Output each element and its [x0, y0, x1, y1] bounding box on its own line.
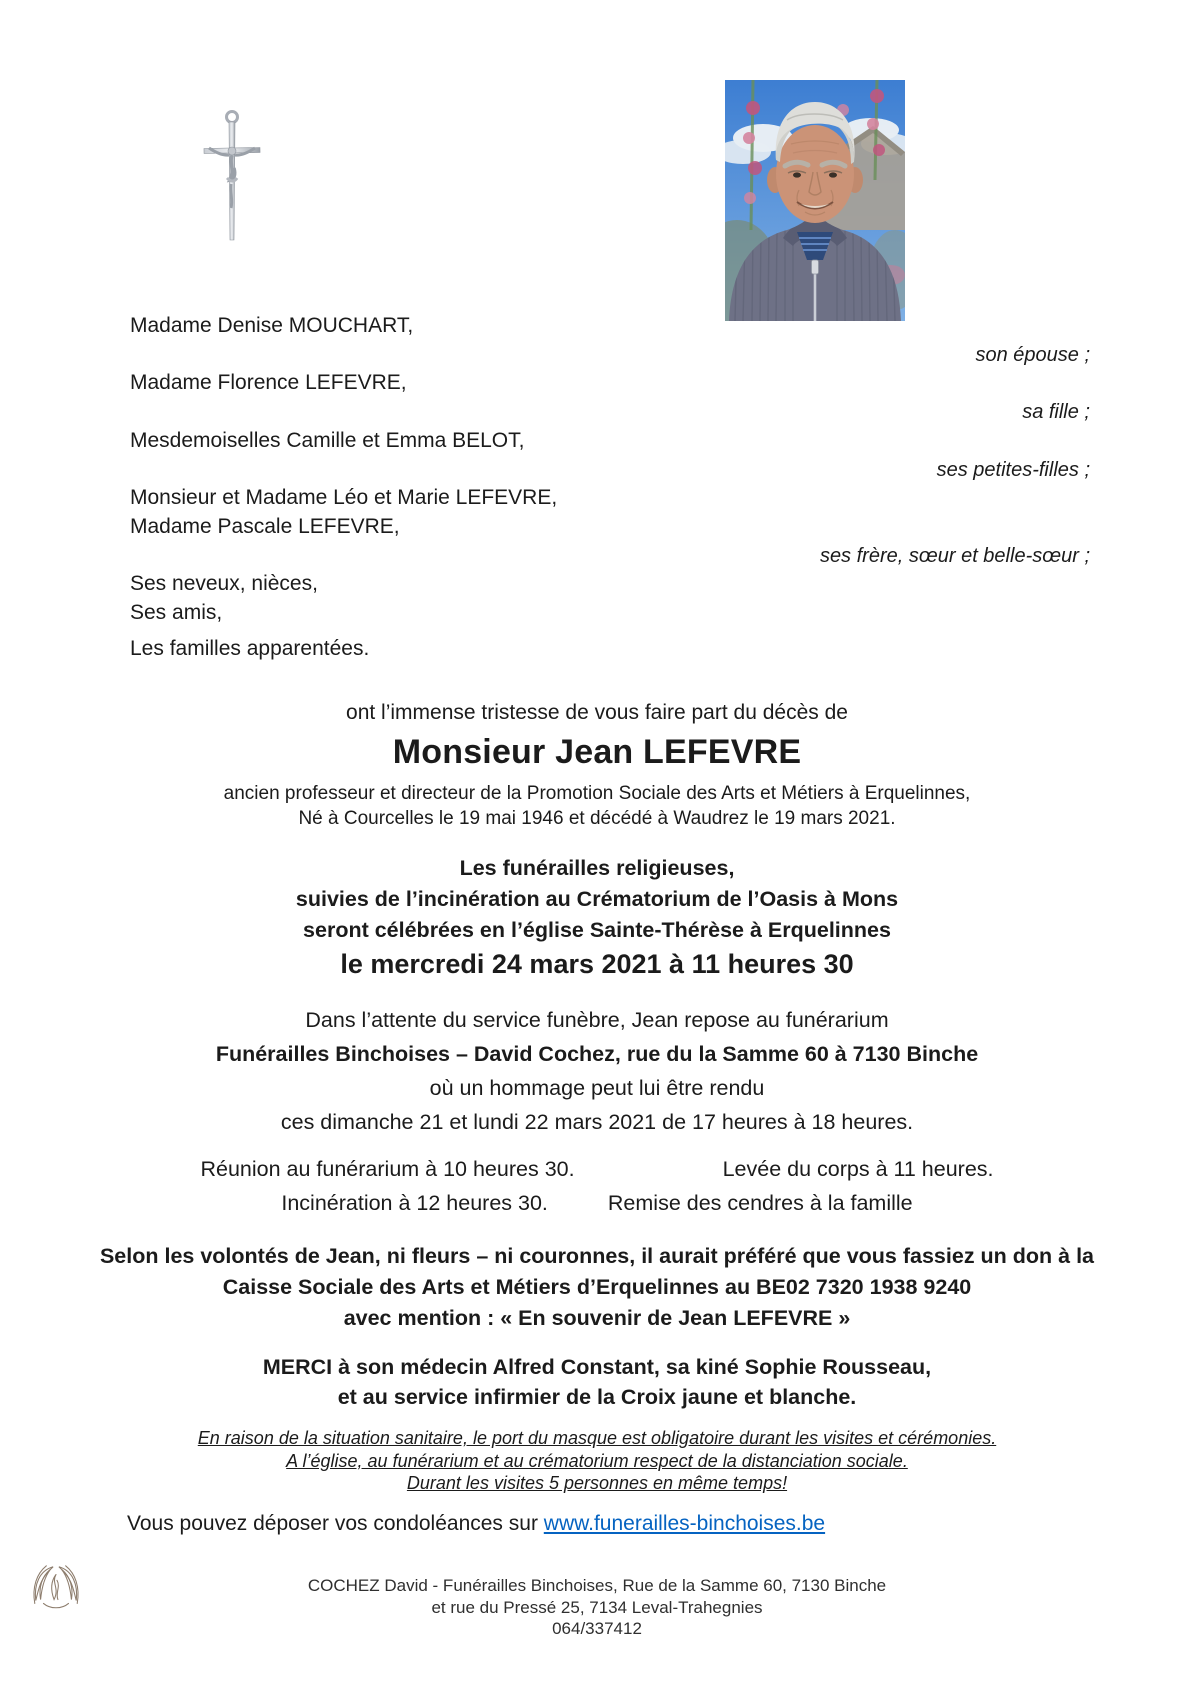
ceremony-datetime: le mercredi 24 mars 2021 à 11 heures 30 — [340, 949, 854, 979]
intro-line: ont l’immense tristesse de vous faire part du décès de — [346, 701, 848, 724]
covid-line: A l’église, au funérarium et au crématorium respect de la distanciation sociale. — [286, 1450, 908, 1471]
family-name-line: Madame Florence LEFEVRE, — [130, 371, 407, 395]
family-name-line: Mesdemoiselles Camille et Emma BELOT, — [130, 428, 525, 452]
ceremony-line: suivies de l’incinération au Crématorium de l’Oasis à Mons — [295, 887, 899, 911]
condolences-link[interactable]: www.funerailles-binchoises.be — [543, 1512, 826, 1535]
schedule-reunion: Réunion au funérarium à 10 heures 30. — [200, 1157, 575, 1181]
donation-block — [0, 1241, 1194, 1334]
schedule-row — [0, 1191, 1194, 1216]
funerarium-block — [0, 1003, 1194, 1139]
family-name-line: Les familles apparentées. — [130, 636, 370, 660]
deceased-title: ancien professeur et directeur de la Promotion Sociale des Arts et Métiers à Erquelinnes, — [223, 783, 971, 804]
funerarium-address: Funérailles Binchoises – David Cochez, rue du la Samme 60 à 7130 Binche — [215, 1042, 979, 1066]
schedule-remise: Remise des cendres à la famille — [607, 1191, 913, 1215]
condolences-line — [127, 1512, 825, 1536]
covid-notice — [0, 1427, 1194, 1495]
ceremony-line: seront célébrées en l’église Sainte-Thérèse à Erquelinnes — [303, 918, 891, 942]
funerarium-line: où un hommage peut lui être rendu — [429, 1076, 765, 1100]
footer-phone: 064/337412 — [552, 1619, 642, 1638]
deceased-dates: Né à Courcelles le 19 mai 1946 et décédé à Waudrez le 19 mars 2021. — [298, 808, 896, 829]
covid-line: Durant les visites 5 personnes en même temps! — [406, 1473, 788, 1494]
covid-line: En raison de la situation sanitaire, le port du masque est obligatoire durant les visites et cérémonies. — [197, 1428, 997, 1448]
family-name-line: Madame Denise MOUCHART, — [130, 314, 414, 337]
portrait-photo — [725, 80, 905, 321]
schedule-incineration: Incinération à 12 heures 30. — [281, 1191, 548, 1215]
footer-address2: et rue du Pressé 25, 7134 Leval-Trahegnies — [431, 1597, 763, 1617]
ceremony-block — [0, 853, 1194, 981]
family-name-line: Monsieur et Madame Léo et Marie LEFEVRE, — [130, 486, 558, 510]
schedule-row — [0, 1157, 1194, 1182]
family-name-line: Madame Pascale LEFEVRE, — [130, 514, 400, 538]
thanks-line: et au service infirmier de la Croix jaune et blanche. — [337, 1385, 857, 1409]
donation-account: Caisse Sociale des Arts et Métiers d’Erquelinnes au BE02 7320 1938 9240 — [222, 1275, 972, 1299]
relation-label: ses petites-filles ; — [936, 458, 1090, 481]
donation-mention: avec mention : « En souvenir de Jean LEFEVRE » — [343, 1306, 851, 1330]
relation-label: ses frère, sœur et belle-sœur ; — [819, 544, 1090, 567]
footer-address1: COCHEZ David - Funérailles Binchoises, Rue de la Samme 60, 7130 Binche — [307, 1576, 887, 1595]
family-name-line: Ses amis, — [130, 601, 223, 625]
funerarium-line: Dans l’attente du service funèbre, Jean repose au funérarium — [305, 1008, 889, 1032]
deceased-name: Monsieur Jean LEFEVRE — [392, 733, 802, 771]
thanks-line: MERCI à son médecin Alfred Constant, sa kiné Sophie Rousseau, — [262, 1355, 932, 1379]
thanks-block — [0, 1352, 1194, 1412]
funerarium-visits: ces dimanche 21 et lundi 22 mars 2021 de 17 heures à 18 heures. — [280, 1110, 914, 1134]
condolences-text: Vous pouvez déposer vos condoléances sur — [127, 1512, 544, 1535]
donation-line: Selon les volontés de Jean, ni fleurs – ni couronnes, il aurait préféré que vous fassiez un don à la — [99, 1244, 1095, 1268]
schedule-levee: Levée du corps à 11 heures. — [722, 1157, 994, 1181]
ceremony-line: Les funérailles religieuses, — [459, 856, 735, 880]
crucifix-icon — [196, 108, 268, 250]
relation-label: son épouse ; — [975, 343, 1090, 366]
family-name-line: Ses neveux, nièces, — [130, 572, 318, 596]
family-list — [130, 312, 1090, 663]
relation-label: sa fille ; — [1022, 401, 1090, 424]
footer-block — [0, 1575, 1194, 1640]
